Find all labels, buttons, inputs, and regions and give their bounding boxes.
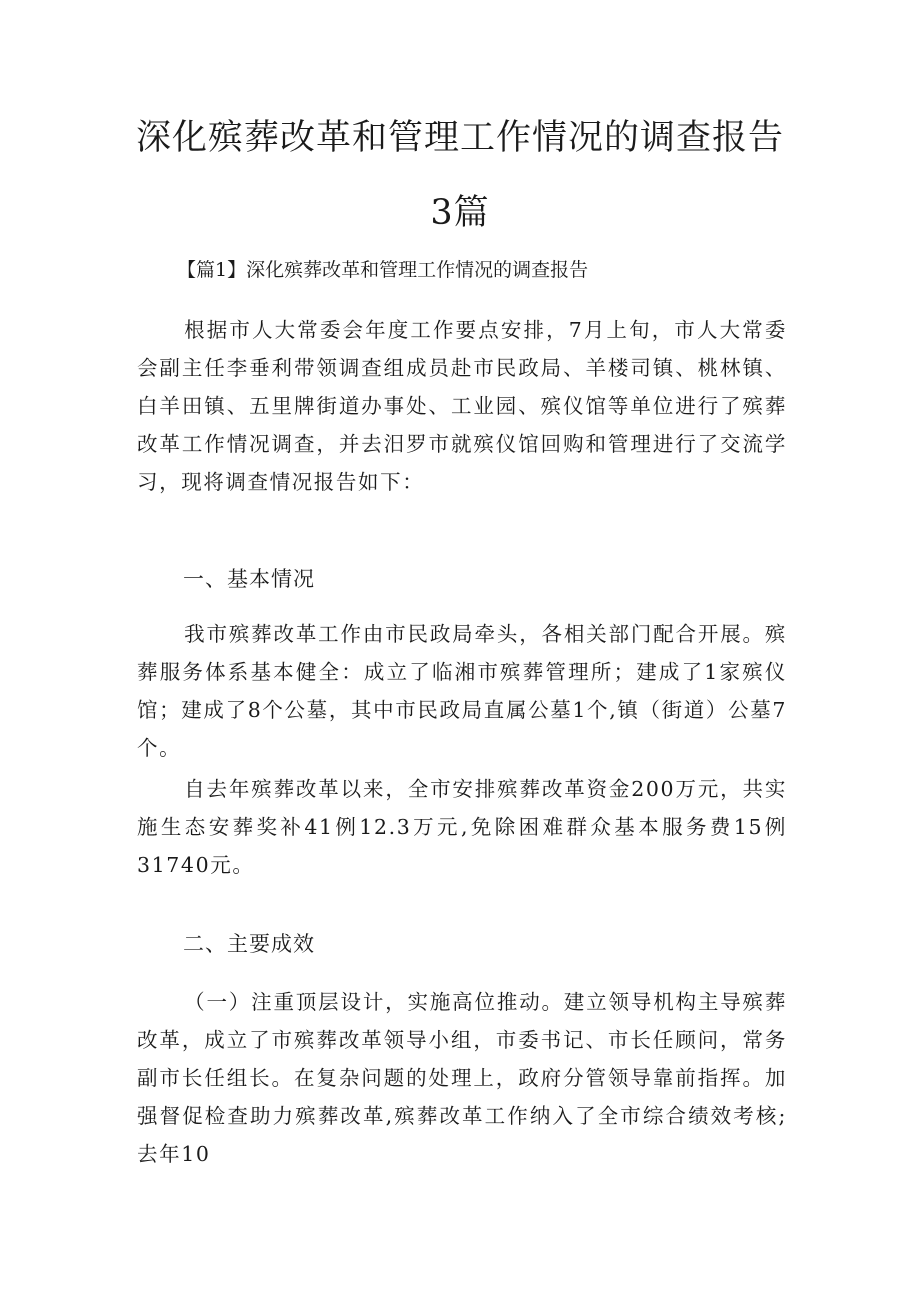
section-label: 【篇1】深化殡葬改革和管理工作情况的调查报告 xyxy=(177,259,589,281)
heading-main-results: 二、主要成效 xyxy=(183,932,315,956)
basic-situation-paragraph-1: 我市殡葬改革工作由市民政局牵头，各相关部门配合开展。殡葬服务体系基本健全：成立了临湘市殡葬管理所；建成了1家殡仪馆；建成了8个公墓，其中市民政局直属公墓1个,镇（街道）公墓7个。 xyxy=(137,622,787,760)
heading-basic-situation: 一、基本情况 xyxy=(183,567,315,591)
document-title-line-1: 深化殡葬改革和管理工作情况的调查报告 xyxy=(135,118,784,158)
document-title-line-2: 3篇 xyxy=(430,193,490,233)
intro-paragraph: 根据市人大常委会年度工作要点安排，7月上旬，市人大常委会副主任李垂利带领调查组成员赴市民政局、羊楼司镇、桃林镇、白羊田镇、五里牌街道办事处、工业园、殡仪馆等单位进行了殡葬改革工作情况调查，并去汨罗市就殡仪馆回购和管理进行了交流学习，现将调查情况报告如下： xyxy=(137,318,787,494)
basic-situation-paragraph-2: 自去年殡葬改革以来，全市安排殡葬改革资金200万元，共实施生态安葬奖补41例12.3万元,免除困难群众基本服务费15例31740元。 xyxy=(137,777,787,877)
main-results-paragraph-1: （一）注重顶层设计，实施高位推动。建立领导机构主导殡葬改革，成立了市殡葬改革领导小组，市委书记、市长任顾问，常务副市长任组长。在复杂问题的处理上，政府分管领导靠前指挥。加强督促检查助力殡葬改革,殡葬改革工作纳入了全市综合绩效考核;去年10 xyxy=(137,990,787,1166)
